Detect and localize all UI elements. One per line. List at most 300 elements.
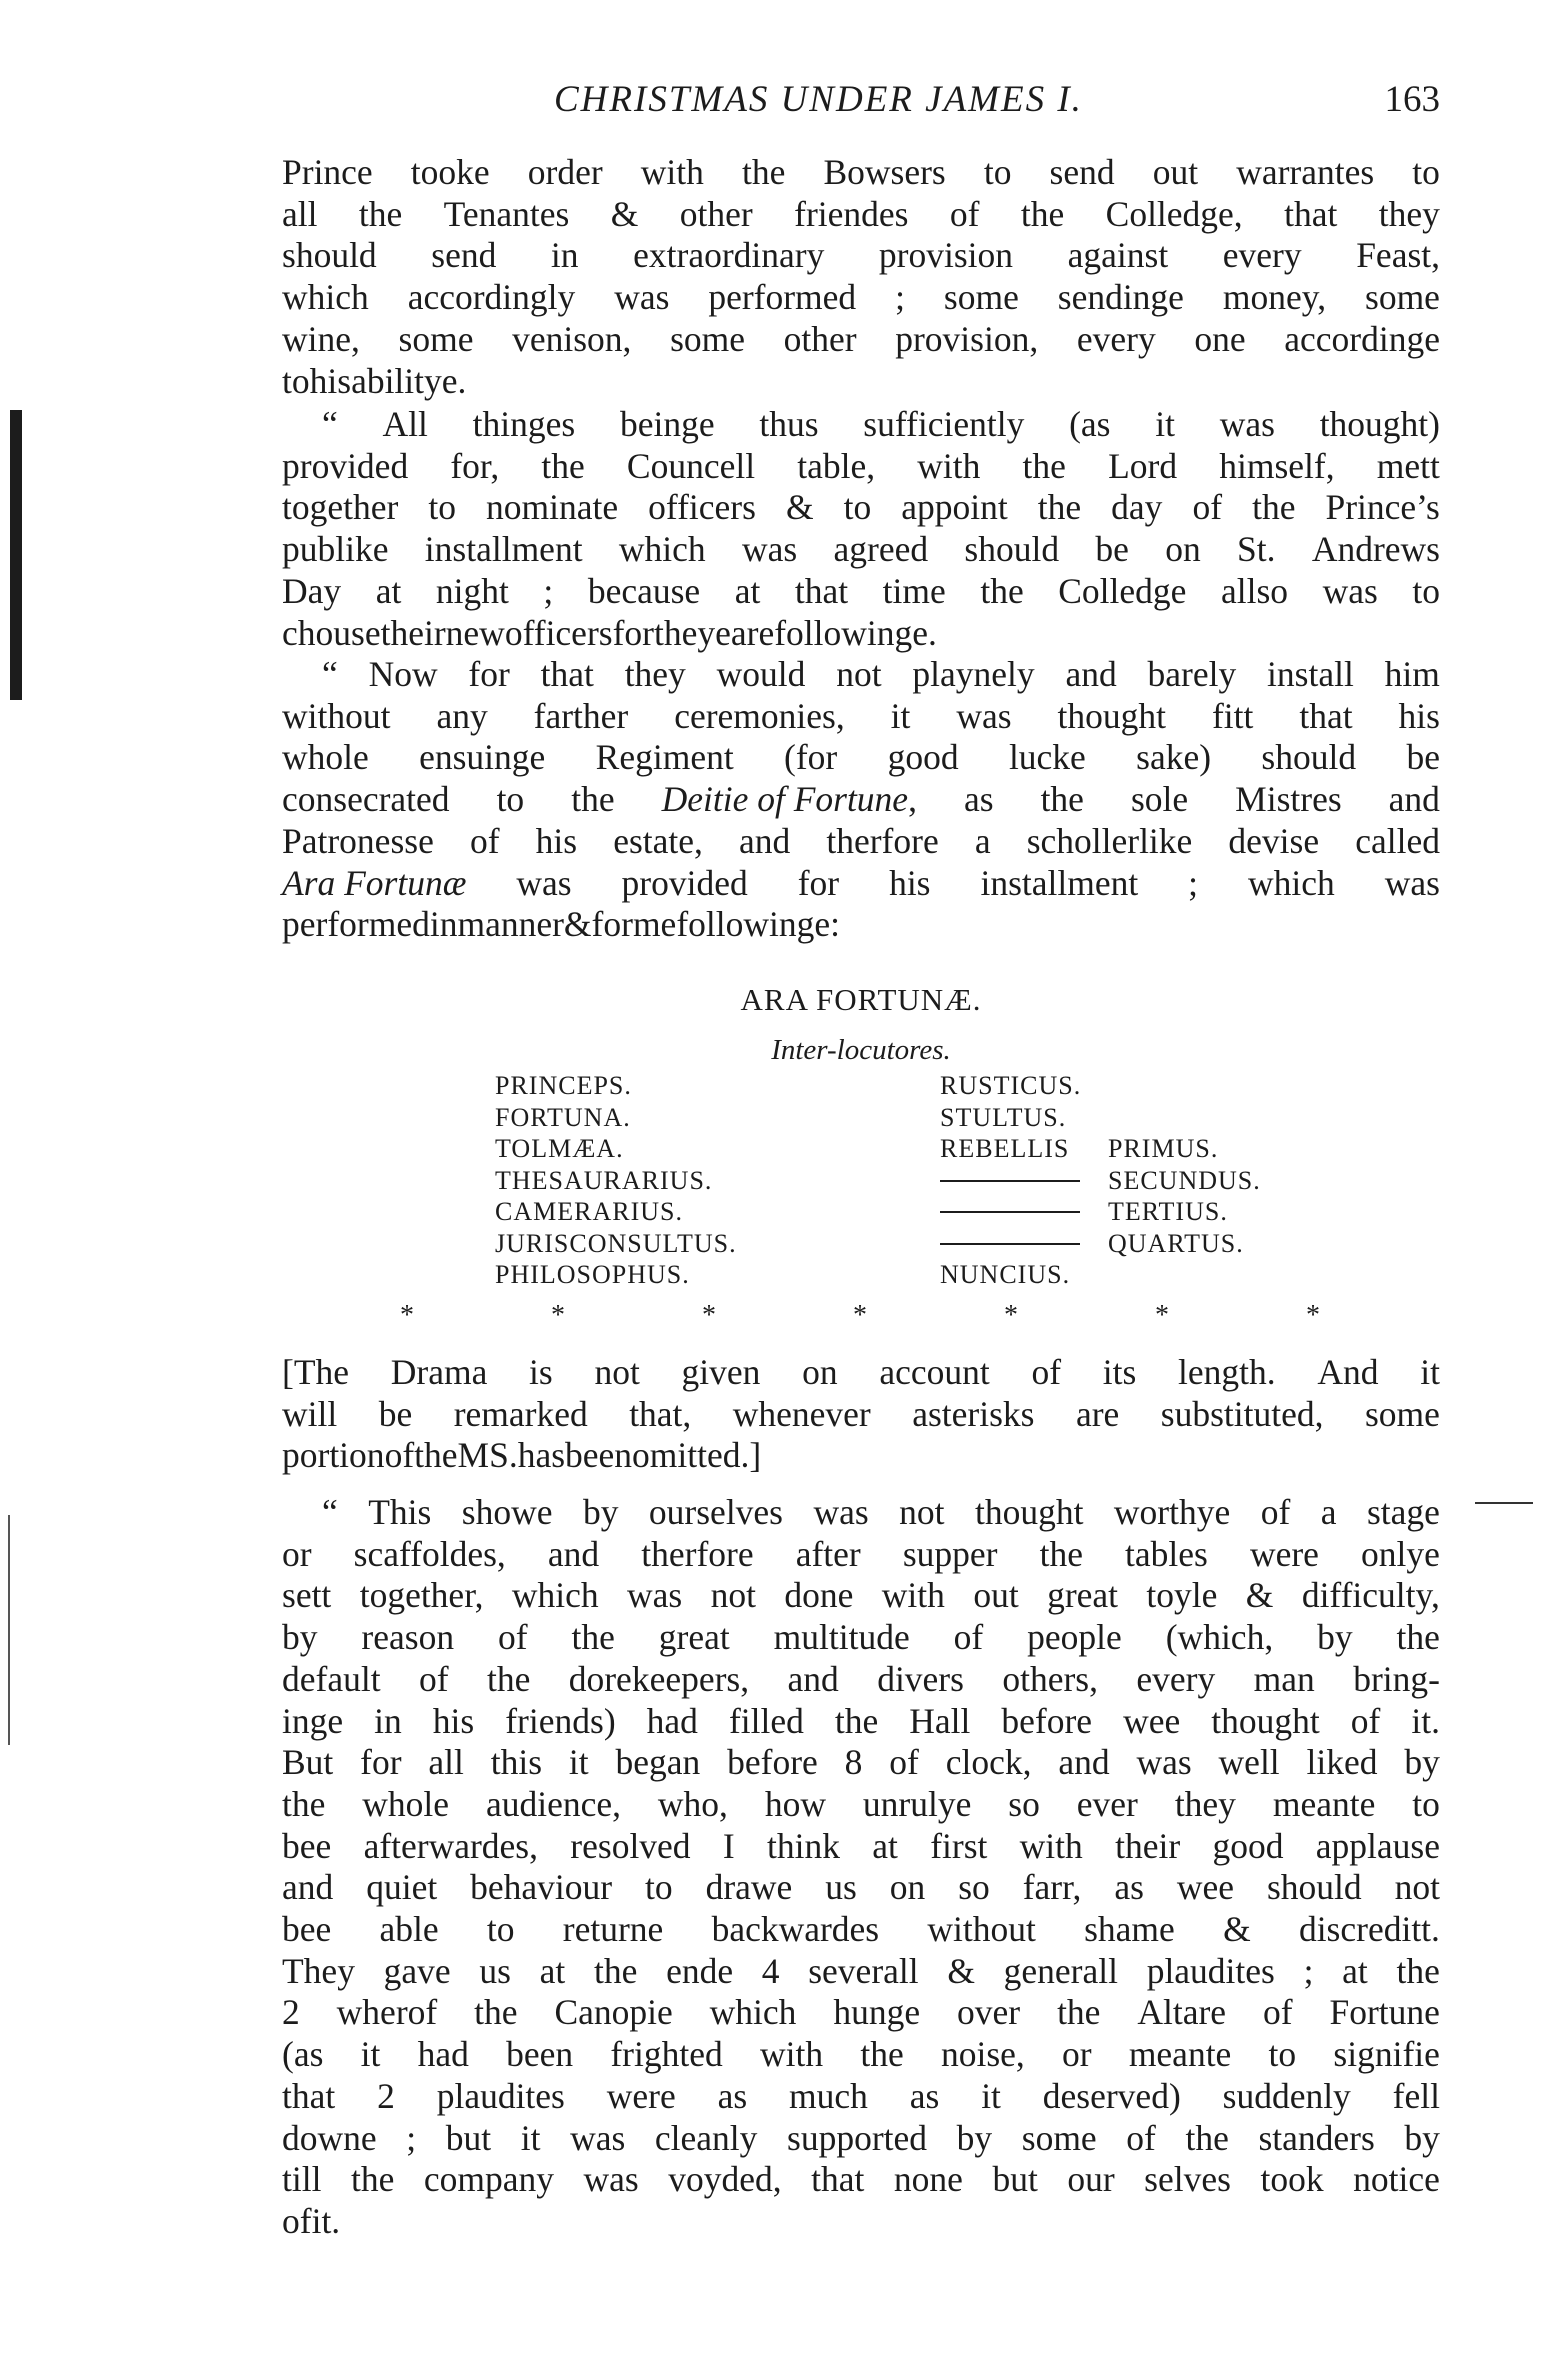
word: they (1174, 1783, 1236, 1824)
cast-row (495, 1133, 1295, 1165)
word: thus (759, 404, 819, 444)
word: whole (282, 737, 369, 778)
word: behaviour (470, 1867, 613, 1908)
word: of (1260, 1492, 1291, 1532)
word: and (547, 1533, 600, 1574)
text-line (282, 446, 1440, 488)
word: But (282, 1742, 334, 1783)
text-line (282, 821, 1440, 863)
word: which (1248, 862, 1335, 903)
text-line (282, 654, 1440, 696)
word: and (738, 820, 791, 861)
word: send (431, 235, 497, 276)
word: that, (629, 1393, 692, 1434)
word: at (539, 1950, 566, 1991)
word: multitude (773, 1617, 910, 1658)
word: together, (359, 1575, 484, 1616)
word: discreditt. (1298, 1909, 1440, 1950)
word: the (1185, 2117, 1229, 2158)
word: but (445, 2117, 492, 2158)
word: us (825, 1867, 857, 1908)
word: drawe (705, 1867, 793, 1908)
word: divers (877, 1658, 964, 1699)
word: a (1320, 1492, 1337, 1532)
word: so (958, 1867, 990, 1908)
word: the (980, 570, 1024, 611)
word: of (282, 2200, 312, 2241)
word: estate, (613, 820, 703, 861)
word: this (490, 1742, 543, 1783)
text-line (282, 2159, 1440, 2201)
word: which (282, 277, 369, 318)
word: was (1219, 404, 1275, 444)
word: And (1317, 1352, 1379, 1392)
word: had (417, 2034, 469, 2075)
word: Lord (1108, 445, 1178, 486)
word: with (881, 1575, 945, 1616)
word: allso (1220, 570, 1289, 611)
paragraph-2 (282, 404, 1440, 654)
word: every (1222, 235, 1302, 276)
word: be (1406, 737, 1440, 778)
word: all (282, 193, 318, 234)
word: deserved) (1042, 2075, 1181, 2116)
word: Deitie of Fortune, (661, 779, 917, 820)
word: Mistres (1235, 779, 1342, 820)
word: to (843, 487, 872, 528)
text-line (282, 1701, 1440, 1743)
word: frighted (610, 2034, 723, 2075)
word: it. (1411, 1700, 1440, 1741)
word: it (568, 1742, 589, 1783)
word: showe (461, 1492, 553, 1532)
word: a (974, 820, 991, 861)
word: resolved (570, 1825, 691, 1866)
word: as (1114, 1867, 1144, 1908)
cast-row (495, 1165, 1295, 1197)
word: forme (591, 904, 677, 945)
word: ensuinge (419, 737, 546, 778)
word: performed (282, 904, 430, 945)
word: by (956, 2117, 993, 2158)
word: their (380, 612, 446, 653)
word: it (520, 2117, 541, 2158)
word: by (582, 1492, 619, 1532)
word: was (1322, 570, 1378, 611)
word: well (1218, 1742, 1280, 1783)
word: the (741, 152, 786, 192)
word: appoint (901, 487, 1008, 528)
word: had (646, 1700, 698, 1741)
word: the (593, 1950, 638, 1991)
word: friendes (794, 193, 909, 234)
word: of (1350, 1700, 1381, 1741)
cast-name-right: REBELLIS (940, 1134, 1070, 1163)
word: reason (361, 1617, 455, 1658)
word: bring- (1353, 1658, 1440, 1699)
word: and (282, 1867, 334, 1908)
word: wine, (282, 318, 360, 359)
word: Regiment (595, 737, 734, 778)
word: in (429, 904, 458, 945)
word: supper (902, 1533, 998, 1574)
word: his (432, 1700, 475, 1741)
word: voyded, (668, 2159, 782, 2200)
word: night (435, 570, 509, 611)
word: sendinge (1057, 277, 1184, 318)
word: They (282, 1950, 355, 1991)
text-line (282, 696, 1440, 738)
word: provision (878, 235, 1014, 276)
word: to (1412, 152, 1440, 192)
word: and (787, 1658, 839, 1699)
word: was (583, 2159, 639, 2200)
word: (as (1069, 404, 1111, 444)
word: it (981, 2075, 1001, 2116)
word: it (360, 2034, 381, 2075)
word: suddenly (1222, 2075, 1351, 2116)
word: was (956, 695, 1012, 736)
page-number: 163 (1384, 79, 1440, 120)
word: mett (1376, 445, 1440, 486)
word: but (992, 2159, 1038, 2200)
text-line (282, 1352, 1440, 1394)
word: inge (282, 1700, 344, 1741)
text-line (282, 1867, 1440, 1909)
cast-name-right: STULTUS. (940, 1102, 1067, 1132)
word: began (615, 1742, 701, 1783)
scan-margin-mark (10, 410, 22, 700)
rebel-ordinal: SECUNDUS. (1108, 1165, 1261, 1195)
word: will (282, 1393, 338, 1434)
word: as (909, 2075, 940, 2116)
word: for (797, 862, 840, 903)
word: his (889, 862, 931, 903)
word: people (1027, 1617, 1122, 1658)
word: stage (1366, 1492, 1440, 1532)
word: till (282, 2159, 322, 2200)
word: to (486, 1909, 515, 1950)
word: the (1396, 1617, 1440, 1658)
word: of (1031, 1352, 1062, 1392)
word: MS. (457, 1435, 518, 1476)
word: of (418, 1658, 449, 1699)
word: were (606, 2075, 676, 2116)
word: was (614, 277, 670, 318)
word: for (612, 612, 654, 653)
word: for (468, 654, 510, 694)
text-line (282, 2076, 1440, 2118)
word: without (282, 695, 391, 736)
word: & (610, 193, 639, 234)
word: followinge. (774, 612, 937, 653)
word: lucke (1008, 737, 1086, 778)
word: thought) (1319, 404, 1440, 444)
word: for (360, 1742, 402, 1783)
word: thinges (472, 404, 576, 444)
word: Altare (1137, 1992, 1227, 2033)
word: devise (1228, 820, 1320, 861)
word: the (1022, 445, 1066, 486)
word: at (872, 1825, 898, 1866)
word: should (964, 529, 1060, 570)
word: that (1284, 193, 1338, 234)
word: & (563, 904, 592, 945)
word: Prince (282, 152, 373, 192)
text-line (282, 529, 1440, 571)
word: before (727, 1742, 818, 1783)
word: severall (808, 1950, 919, 1991)
word: meante (1272, 1783, 1376, 1824)
word: Now (368, 654, 438, 694)
word: Patronesse (282, 820, 434, 861)
word: on (802, 1352, 838, 1392)
word: the (1057, 1992, 1101, 2033)
word: was (570, 2117, 626, 2158)
word: selves (1144, 2159, 1231, 2200)
word: by (1317, 1617, 1353, 1658)
word: sole (1130, 779, 1189, 820)
word: every (1136, 1658, 1216, 1699)
word: the (571, 1617, 615, 1658)
word: as (717, 2075, 748, 2116)
word: of (953, 1617, 984, 1658)
word: of (469, 820, 500, 861)
paragraph-5 (282, 1492, 1440, 2243)
word: the (1020, 193, 1065, 234)
word: and (1388, 779, 1440, 820)
word: “ (322, 404, 338, 444)
word: difficulty, (1301, 1575, 1440, 1616)
text-line (282, 613, 1440, 655)
word: installment (980, 862, 1139, 903)
word: officers (504, 612, 613, 653)
word: This (368, 1492, 432, 1532)
text-line (282, 1435, 1440, 1477)
word: the (1252, 487, 1296, 528)
word: who, (657, 1783, 728, 1824)
cast-row (495, 1070, 1295, 1102)
word: Colledge, (1105, 193, 1243, 234)
cast-name-left: TOLMÆA. (495, 1134, 624, 1163)
word: fitt (1211, 695, 1254, 736)
word: not (1394, 1867, 1440, 1908)
word: any (436, 695, 488, 736)
word: some (398, 318, 474, 359)
word: asterisks (912, 1393, 1035, 1434)
word: other (679, 193, 753, 234)
word: dorekeepers, (568, 1658, 750, 1699)
word: to (983, 152, 1012, 192)
word: are (1075, 1393, 1120, 1434)
word: much (789, 2075, 868, 2116)
word: their (1115, 1825, 1181, 1866)
word: by (1404, 2117, 1440, 2158)
word: the (486, 1658, 531, 1699)
word: at (734, 570, 761, 611)
word: omitted.] (632, 1435, 762, 1476)
word: by (282, 1617, 318, 1658)
word: Feast, (1356, 235, 1440, 276)
word: (for (784, 737, 838, 778)
text-line (282, 904, 1440, 946)
word: done (784, 1575, 854, 1616)
cast-name-right: RUSTICUS. (940, 1071, 1082, 1100)
word: not (594, 1352, 640, 1392)
word: be (1095, 529, 1129, 570)
word: cleanly (654, 2117, 758, 2158)
word: friends) (505, 1700, 616, 1741)
word: gave (383, 1950, 451, 1991)
word: company (423, 2159, 554, 2200)
word: : (830, 904, 840, 945)
word: plaudites (1146, 1950, 1275, 1991)
word: therfore (641, 1533, 754, 1574)
word: money, (1222, 277, 1327, 318)
word: some (670, 318, 745, 359)
word: clock, (945, 1742, 1032, 1783)
word: toyle (1146, 1575, 1218, 1616)
text-line (282, 404, 1440, 446)
word: tooke (410, 152, 490, 192)
running-header (282, 78, 1440, 128)
word: backwardes (711, 1909, 880, 1950)
cast-name-left: FORTUNA. (495, 1102, 631, 1132)
word: were (1249, 1533, 1319, 1574)
word: account (879, 1352, 990, 1392)
word: which (511, 1575, 599, 1616)
word: 2 (282, 1992, 300, 2033)
word: the (1396, 1950, 1440, 1991)
word: for, (450, 445, 500, 486)
word: none (893, 2159, 963, 2200)
word: it (890, 695, 911, 736)
word: of (498, 1617, 528, 1658)
word: should (1261, 737, 1357, 778)
word: 8 (844, 1742, 863, 1783)
word: it (1420, 1352, 1440, 1392)
word: 2 (377, 2075, 395, 2116)
word: playnely (912, 654, 1035, 694)
word: returne (562, 1909, 664, 1950)
word: onlye (1361, 1533, 1440, 1574)
ditto-rule (940, 1180, 1080, 1182)
word: whenever (732, 1393, 871, 1434)
word: on (889, 1867, 926, 1908)
word: ever (1076, 1783, 1138, 1824)
asterisk: * (1004, 1300, 1018, 1331)
word: of (889, 1742, 919, 1783)
word: ourselves (648, 1492, 784, 1532)
word: think (766, 1825, 840, 1866)
word: the (541, 445, 585, 486)
word: “ (322, 654, 338, 694)
word: Bowsers (823, 152, 946, 192)
text-line (282, 235, 1440, 277)
word: fell (1392, 2075, 1440, 2116)
word: or (1062, 2034, 1092, 2075)
word: the (1039, 1533, 1083, 1574)
word: ; (1303, 1950, 1314, 1991)
word: first (930, 1825, 988, 1866)
word: accordingly (407, 277, 576, 318)
rebel-ordinal: TERTIUS. (1108, 1197, 1228, 1226)
word: plaudites (436, 2075, 565, 2116)
word: the (860, 2034, 904, 2075)
word: install (1267, 654, 1354, 694)
word: without (927, 1909, 1036, 1950)
word: Canopie (554, 1992, 673, 2033)
word: which (618, 529, 706, 570)
word: installment (424, 529, 583, 570)
word: to (1268, 2034, 1297, 2075)
text-line (282, 863, 1440, 905)
word: was (1384, 862, 1440, 903)
word: I (722, 1825, 735, 1866)
cast-row (495, 1102, 1295, 1134)
word: Drama (390, 1352, 488, 1392)
text-line (282, 779, 1440, 821)
word: accordinge (1284, 318, 1440, 359)
word: the (358, 193, 403, 234)
word: extraordinary (633, 235, 825, 276)
word: with (640, 152, 704, 192)
word: shame (1084, 1909, 1175, 1950)
word: nominate (486, 487, 619, 528)
word: barely (1147, 654, 1237, 694)
word: scaffoldes, (353, 1533, 506, 1574)
word: some (1364, 1393, 1440, 1434)
ditto-rule (940, 1243, 1080, 1245)
word: standers (1258, 2117, 1375, 2158)
word: over (957, 1992, 1021, 2033)
word: schollerlike (1026, 820, 1193, 861)
drama-title: ARA FORTUNÆ. (740, 982, 982, 1017)
text-line (282, 1826, 1440, 1868)
ditto-rule (940, 1211, 1080, 1213)
word: wherof (336, 1992, 438, 2033)
word: length. (1178, 1352, 1276, 1392)
word: & (947, 1950, 975, 1991)
word: the (414, 1435, 458, 1476)
word: signifie (1333, 2034, 1440, 2075)
word: Fortune (1329, 1992, 1440, 2033)
text-line (282, 194, 1440, 236)
word: wee (1176, 1867, 1235, 1908)
word: with (1019, 1825, 1083, 1866)
text-line (282, 361, 1440, 403)
word: not (710, 1575, 756, 1616)
word: great (1047, 1575, 1119, 1616)
word: Tenantes (443, 193, 570, 234)
word: was (1136, 1742, 1192, 1783)
word: notice (1353, 2159, 1440, 2200)
word: his (1398, 695, 1440, 736)
text-line (282, 2118, 1440, 2160)
word: out (1152, 152, 1199, 192)
word: beinge (619, 404, 715, 444)
word: venison, (512, 318, 632, 359)
word: should (1266, 1867, 1362, 1908)
word: called (1355, 820, 1440, 861)
text-line (282, 1742, 1440, 1784)
word: new (445, 612, 505, 653)
word: All (382, 404, 428, 444)
word: they (1378, 193, 1440, 234)
word: bee (282, 1909, 332, 1950)
word: order (527, 152, 603, 192)
word: publike (282, 529, 389, 570)
